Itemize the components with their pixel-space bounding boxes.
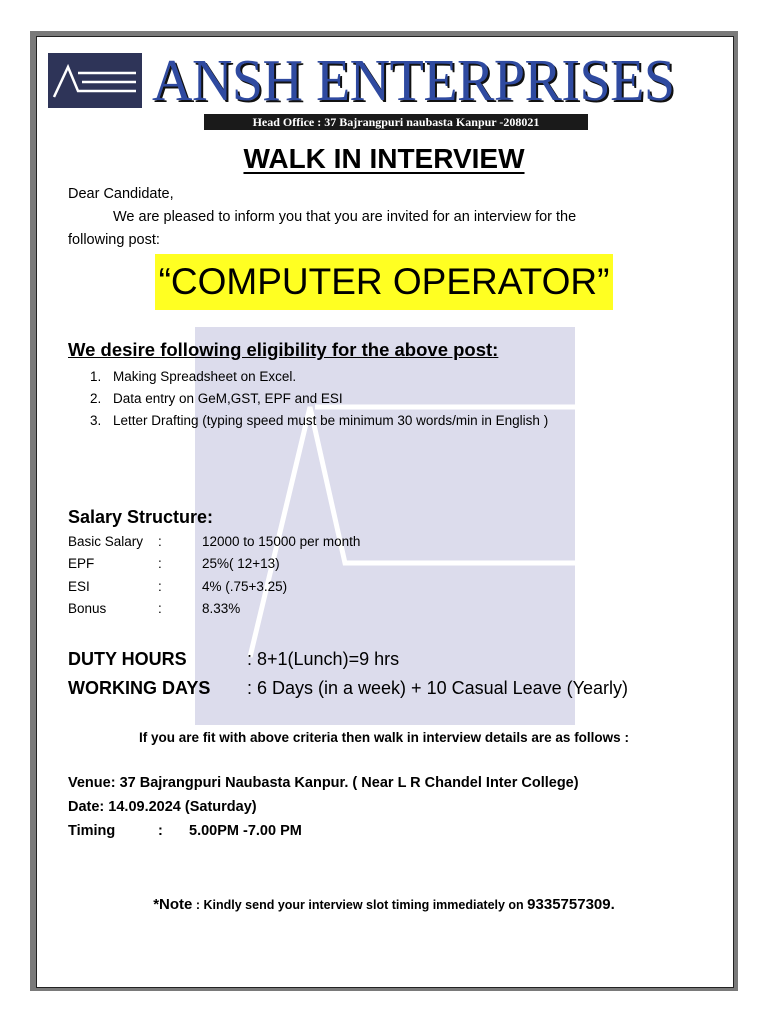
salary-heading: Salary Structure:	[68, 507, 214, 527]
company-name: ANSH ENTERPRISES	[152, 48, 675, 114]
eligibility-heading: We desire following eligibility for the above post:	[68, 339, 499, 360]
intro-line-2: following post:	[68, 232, 160, 248]
intro-line-1: We are pleased to inform you that you are invited for an interview for the	[113, 209, 577, 225]
page-title: WALK IN INTERVIEW	[243, 143, 525, 174]
logo-emblem-icon	[48, 53, 142, 108]
list-item: 3. Letter Drafting (typing speed must be minimum 30 words/min in English )	[90, 413, 549, 428]
list-item: 2. Data entry on GeM,GST, EPF and ESI	[90, 391, 343, 406]
greeting: Dear Candidate,	[68, 186, 174, 202]
list-item: 1. Making Spreadsheet on Excel.	[90, 369, 297, 384]
post-title: “COMPUTER OPERATOR”	[155, 254, 614, 310]
eligibility-list	[90, 366, 548, 432]
criteria-text: If you are fit with above criteria then walk in interview details are as follows :	[139, 730, 629, 745]
head-office-address: Head Office : 37 Bajrangpuri naubasta Kanpur -208021	[204, 114, 588, 130]
venue-line: Venue: 37 Bajrangpuri Naubasta Kanpur. ( Near L R Chandel Inter College)	[68, 775, 579, 791]
company-logo	[48, 53, 142, 108]
post-banner	[0, 254, 768, 310]
note-text: *Note : Kindly send your interview slot timing immediately on 9335757309.	[153, 896, 615, 913]
date-line: Date: 14.09.2024 (Saturday)	[68, 799, 257, 815]
